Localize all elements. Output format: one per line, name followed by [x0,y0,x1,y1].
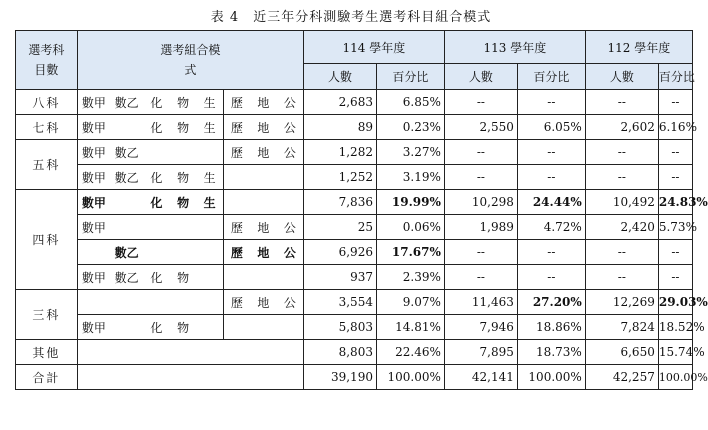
subject-cell [110,290,143,315]
value-cell: 11,463 [444,290,517,315]
subject-cell [250,265,277,290]
subject-cell [223,315,250,340]
subject-cell: 生 [197,190,224,215]
value-cell: 15.74% [658,340,692,365]
table-row [16,240,693,265]
header-combination [77,31,303,90]
value-cell: -- [658,240,692,265]
value-cell: -- [658,165,692,190]
subject-cell: 化 [143,190,170,215]
table-row-total [16,365,693,390]
header-percent: 百分比 [517,64,585,90]
subject-cell: 物 [170,90,197,115]
table-row [16,165,693,190]
value-cell: 2,602 [585,115,658,140]
subject-cell: 數乙 [110,165,143,190]
value-cell: -- [658,90,692,115]
empty-combination-cell [77,340,303,365]
subject-cell: 地 [250,115,277,140]
value-cell: 5,803 [303,315,376,340]
subject-cell: 化 [143,165,170,190]
value-cell: 100.00% [517,365,585,390]
subject-cell: 生 [197,165,224,190]
subject-cell: 地 [250,240,277,265]
value-cell: 6,926 [303,240,376,265]
subject-cell: 公 [277,140,304,165]
subject-cell: 化 [143,315,170,340]
value-cell: 7,946 [444,315,517,340]
value-cell: 9.07% [376,290,444,315]
subject-cell [77,290,110,315]
subject-cell: 物 [170,190,197,215]
value-cell: 5.73% [658,215,692,240]
category-cell: 合計 [16,365,78,390]
value-cell: 12,269 [585,290,658,315]
subject-cell [197,290,224,315]
value-cell: -- [658,265,692,290]
value-cell: 22.46% [376,340,444,365]
subject-cell: 數甲 [77,190,110,215]
value-cell: -- [444,140,517,165]
value-cell: 0.06% [376,215,444,240]
table-row [16,340,693,365]
value-cell: -- [444,265,517,290]
table-caption: 表 4 近三年分科測驗考生選考科目組合模式 [210,10,492,25]
table-row [16,290,693,315]
subject-cell: 生 [197,90,224,115]
value-cell: 10,298 [444,190,517,215]
subject-cell: 歷 [223,240,250,265]
value-cell: 7,895 [444,340,517,365]
value-cell: 18.52% [658,315,692,340]
subject-cell: 數甲 [77,265,110,290]
subject-cell: 數乙 [110,240,143,265]
category-cell: 四科 [16,190,78,290]
value-cell: -- [517,165,585,190]
value-cell: 42,141 [444,365,517,390]
value-cell: 27.20% [517,290,585,315]
subject-cell [197,265,224,290]
subject-cell: 數甲 [77,165,110,190]
value-cell: 29.03% [658,290,692,315]
header-percent: 百分比 [376,64,444,90]
value-cell: 1,282 [303,140,376,165]
subject-cell [277,165,304,190]
subject-cell: 地 [250,90,277,115]
subject-cell [277,315,304,340]
subject-cell [110,215,143,240]
subject-cell: 公 [277,240,304,265]
subject-cell [250,190,277,215]
value-cell: 1,252 [303,165,376,190]
subject-cell: 歷 [223,140,250,165]
subject-cell: 化 [143,90,170,115]
subject-cell [277,265,304,290]
subject-cell: 公 [277,115,304,140]
table-row [16,90,693,115]
value-cell: 6.05% [517,115,585,140]
subject-cell: 物 [170,265,197,290]
subject-cell: 地 [250,140,277,165]
empty-combination-cell [77,365,303,390]
value-cell: -- [517,140,585,165]
subject-cell: 數乙 [110,90,143,115]
value-cell: 17.67% [376,240,444,265]
table-row [16,265,693,290]
subject-cell: 物 [170,165,197,190]
subject-cell [250,165,277,190]
subject-cell [110,315,143,340]
subject-cell: 公 [277,215,304,240]
category-cell: 七科 [16,115,78,140]
subject-cell [223,165,250,190]
header-people: 人數 [585,64,658,90]
value-cell: 7,836 [303,190,376,215]
subject-cell: 公 [277,90,304,115]
value-cell: 6.85% [376,90,444,115]
header-combination-label: 選考組合模式 [160,43,221,77]
value-cell: 6,650 [585,340,658,365]
table-row [16,190,693,215]
subject-cell: 歷 [223,115,250,140]
value-cell: -- [517,265,585,290]
subject-cell [277,190,304,215]
value-cell: -- [517,90,585,115]
value-cell: 6.16% [658,115,692,140]
subject-cell: 歷 [223,215,250,240]
subject-cell [250,315,277,340]
subject-cell: 地 [250,290,277,315]
category-cell: 八科 [16,90,78,115]
value-cell: -- [444,240,517,265]
subject-cell: 數乙 [110,265,143,290]
value-cell: 89 [303,115,376,140]
subject-cell: 生 [197,115,224,140]
header-year-112: 112 學年度 [585,31,692,64]
value-cell: -- [585,90,658,115]
value-cell: 2,683 [303,90,376,115]
header-subject-count: 選考科目數 [16,31,78,90]
subject-cell [197,315,224,340]
value-cell: -- [585,240,658,265]
value-cell: 0.23% [376,115,444,140]
header-year-113: 113 學年度 [444,31,585,64]
value-cell: 4.72% [517,215,585,240]
subject-cell [223,265,250,290]
value-cell: 10,492 [585,190,658,215]
subject-cell [143,215,170,240]
category-cell: 其他 [16,340,78,365]
table-row [16,140,693,165]
subject-cell [170,240,197,265]
exam-combination-table [15,30,708,390]
subject-cell [170,290,197,315]
value-cell: 14.81% [376,315,444,340]
value-cell: 18.73% [517,340,585,365]
subject-cell: 公 [277,290,304,315]
value-cell: 24.83% [658,190,692,215]
subject-cell: 歷 [223,290,250,315]
subject-cell: 數甲 [77,215,110,240]
subject-cell [143,140,170,165]
value-cell: 19.99% [376,190,444,215]
subject-cell [77,240,110,265]
subject-cell: 數甲 [77,115,110,140]
value-cell: 39,190 [303,365,376,390]
subject-cell [170,140,197,165]
subject-cell: 化 [143,265,170,290]
value-cell: -- [658,140,692,165]
value-cell: -- [517,240,585,265]
value-cell: 100.00% [376,365,444,390]
subject-cell: 物 [170,315,197,340]
subject-cell [170,215,197,240]
subject-cell: 物 [170,115,197,140]
header-percent: 百分比 [658,64,692,90]
value-cell: 18.86% [517,315,585,340]
header-people: 人數 [444,64,517,90]
table-row [16,315,693,340]
value-cell: -- [585,165,658,190]
subject-cell: 歷 [223,90,250,115]
table-row [16,115,693,140]
subject-cell: 數乙 [110,140,143,165]
subject-cell [223,190,250,215]
value-cell: 42,257 [585,365,658,390]
subject-cell [110,115,143,140]
value-cell: 7,824 [585,315,658,340]
subject-cell [197,215,224,240]
subject-cell: 化 [143,115,170,140]
value-cell: 937 [303,265,376,290]
subject-cell [143,290,170,315]
category-cell: 三科 [16,290,78,340]
subject-cell [197,140,224,165]
subject-cell: 數甲 [77,140,110,165]
value-cell: 1,989 [444,215,517,240]
subject-cell: 地 [250,215,277,240]
subject-cell: 數甲 [77,90,110,115]
subject-cell [197,240,224,265]
value-cell: 25 [303,215,376,240]
value-cell: 2,420 [585,215,658,240]
value-cell: 24.44% [517,190,585,215]
subject-cell [143,240,170,265]
category-cell: 五科 [16,140,78,190]
value-cell: 2.39% [376,265,444,290]
subject-cell: 數甲 [77,315,110,340]
value-cell: 3.19% [376,165,444,190]
value-cell: 3,554 [303,290,376,315]
value-cell: 2,550 [444,115,517,140]
value-cell: 8,803 [303,340,376,365]
value-cell: 100.00% [658,365,692,390]
value-cell: -- [585,265,658,290]
header-people: 人數 [303,64,376,90]
subject-cell [110,190,143,215]
value-cell: 3.27% [376,140,444,165]
value-cell: -- [444,165,517,190]
value-cell: -- [444,90,517,115]
value-cell: -- [585,140,658,165]
table-row [16,215,693,240]
header-year-114: 114 學年度 [303,31,444,64]
